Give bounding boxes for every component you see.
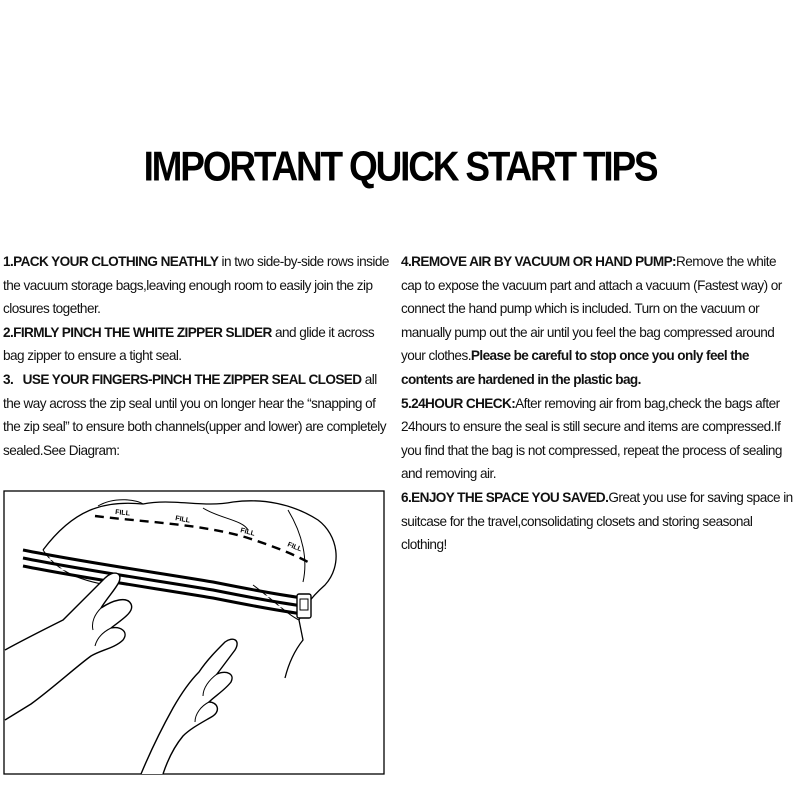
page-title: IMPORTANT QUICK START TIPS [143,143,657,190]
tip-2-heading: 2.FIRMLY PINCH THE WHITE ZIPPER SLIDER [3,324,272,340]
tip-1 [3,250,391,321]
fill-line-icon [95,516,308,562]
tip-6-heading: 6.ENJOY THE SPACE YOU SAVED. [401,489,609,505]
fill-label: FILL [286,541,303,554]
left-hand-icon [5,573,132,720]
tip-4-emphasis: Please be careful to stop once you only feel the contents are hardened in the plastic bag. [401,348,749,387]
tip-2 [3,321,391,368]
zipper-sealing-diagram [3,490,385,775]
tip-3-text: all the way across the zip seal until you on longer hear the “snapping of the zip seal” to ensure both channels(upper and lower) are completely sealed.See Diagram: [3,371,390,458]
fill-label: FILL [174,515,191,525]
tip-2-text: and glide it across bag zipper to ensure a tight seal. [3,324,375,364]
tip-5-text: After removing air from bag,check the bags after 24hours to ensure the seal is still secure and items are compressed.If you find that the bag is not compressed, repeat the process of sealing and removing air. [401,395,782,482]
tip-5 [401,392,799,486]
left-column [3,250,391,462]
zipper-track-icon [23,562,303,610]
zipper-slider-icon [297,594,311,618]
zipper-track-icon [23,558,303,606]
tip-3 [3,368,391,462]
tip-4-heading: 4.REMOVE AIR BY VACUUM OR HAND PUMP: [401,254,676,269]
right-hand-icon [141,639,237,774]
tip-1-text: in two side-by-side rows inside the vacuum storage bags,leaving enough room to easily join the zip closures together. [3,254,389,317]
fill-label: FILL [114,509,131,518]
tip-1-heading: 1.PACK YOUR CLOTHING NEATHLY [3,254,219,269]
tip-6 [401,486,799,557]
tip-4 [401,250,799,392]
zipper-track-icon [23,554,303,602]
tip-5-heading: 5.24HOUR CHECK: [401,395,516,411]
tip-3-heading: 3. USE YOUR FINGERS-PINCH THE ZIPPER SEAL CLOSED [3,371,362,387]
right-column [401,250,799,557]
fill-label: FILL [239,527,256,538]
tip-6-text: Great you use for saving space in suitcase for the travel,consolidating closets and storing seasonal clothing! [401,489,793,553]
tip-4-text: Remove the white cap to expose the vacuum part and attach a vacuum (Fastest way) or connect the hand pump which is included. Turn on the vacuum or manually pump out the air until you feel the bag compressed around your clothes. [401,254,782,364]
